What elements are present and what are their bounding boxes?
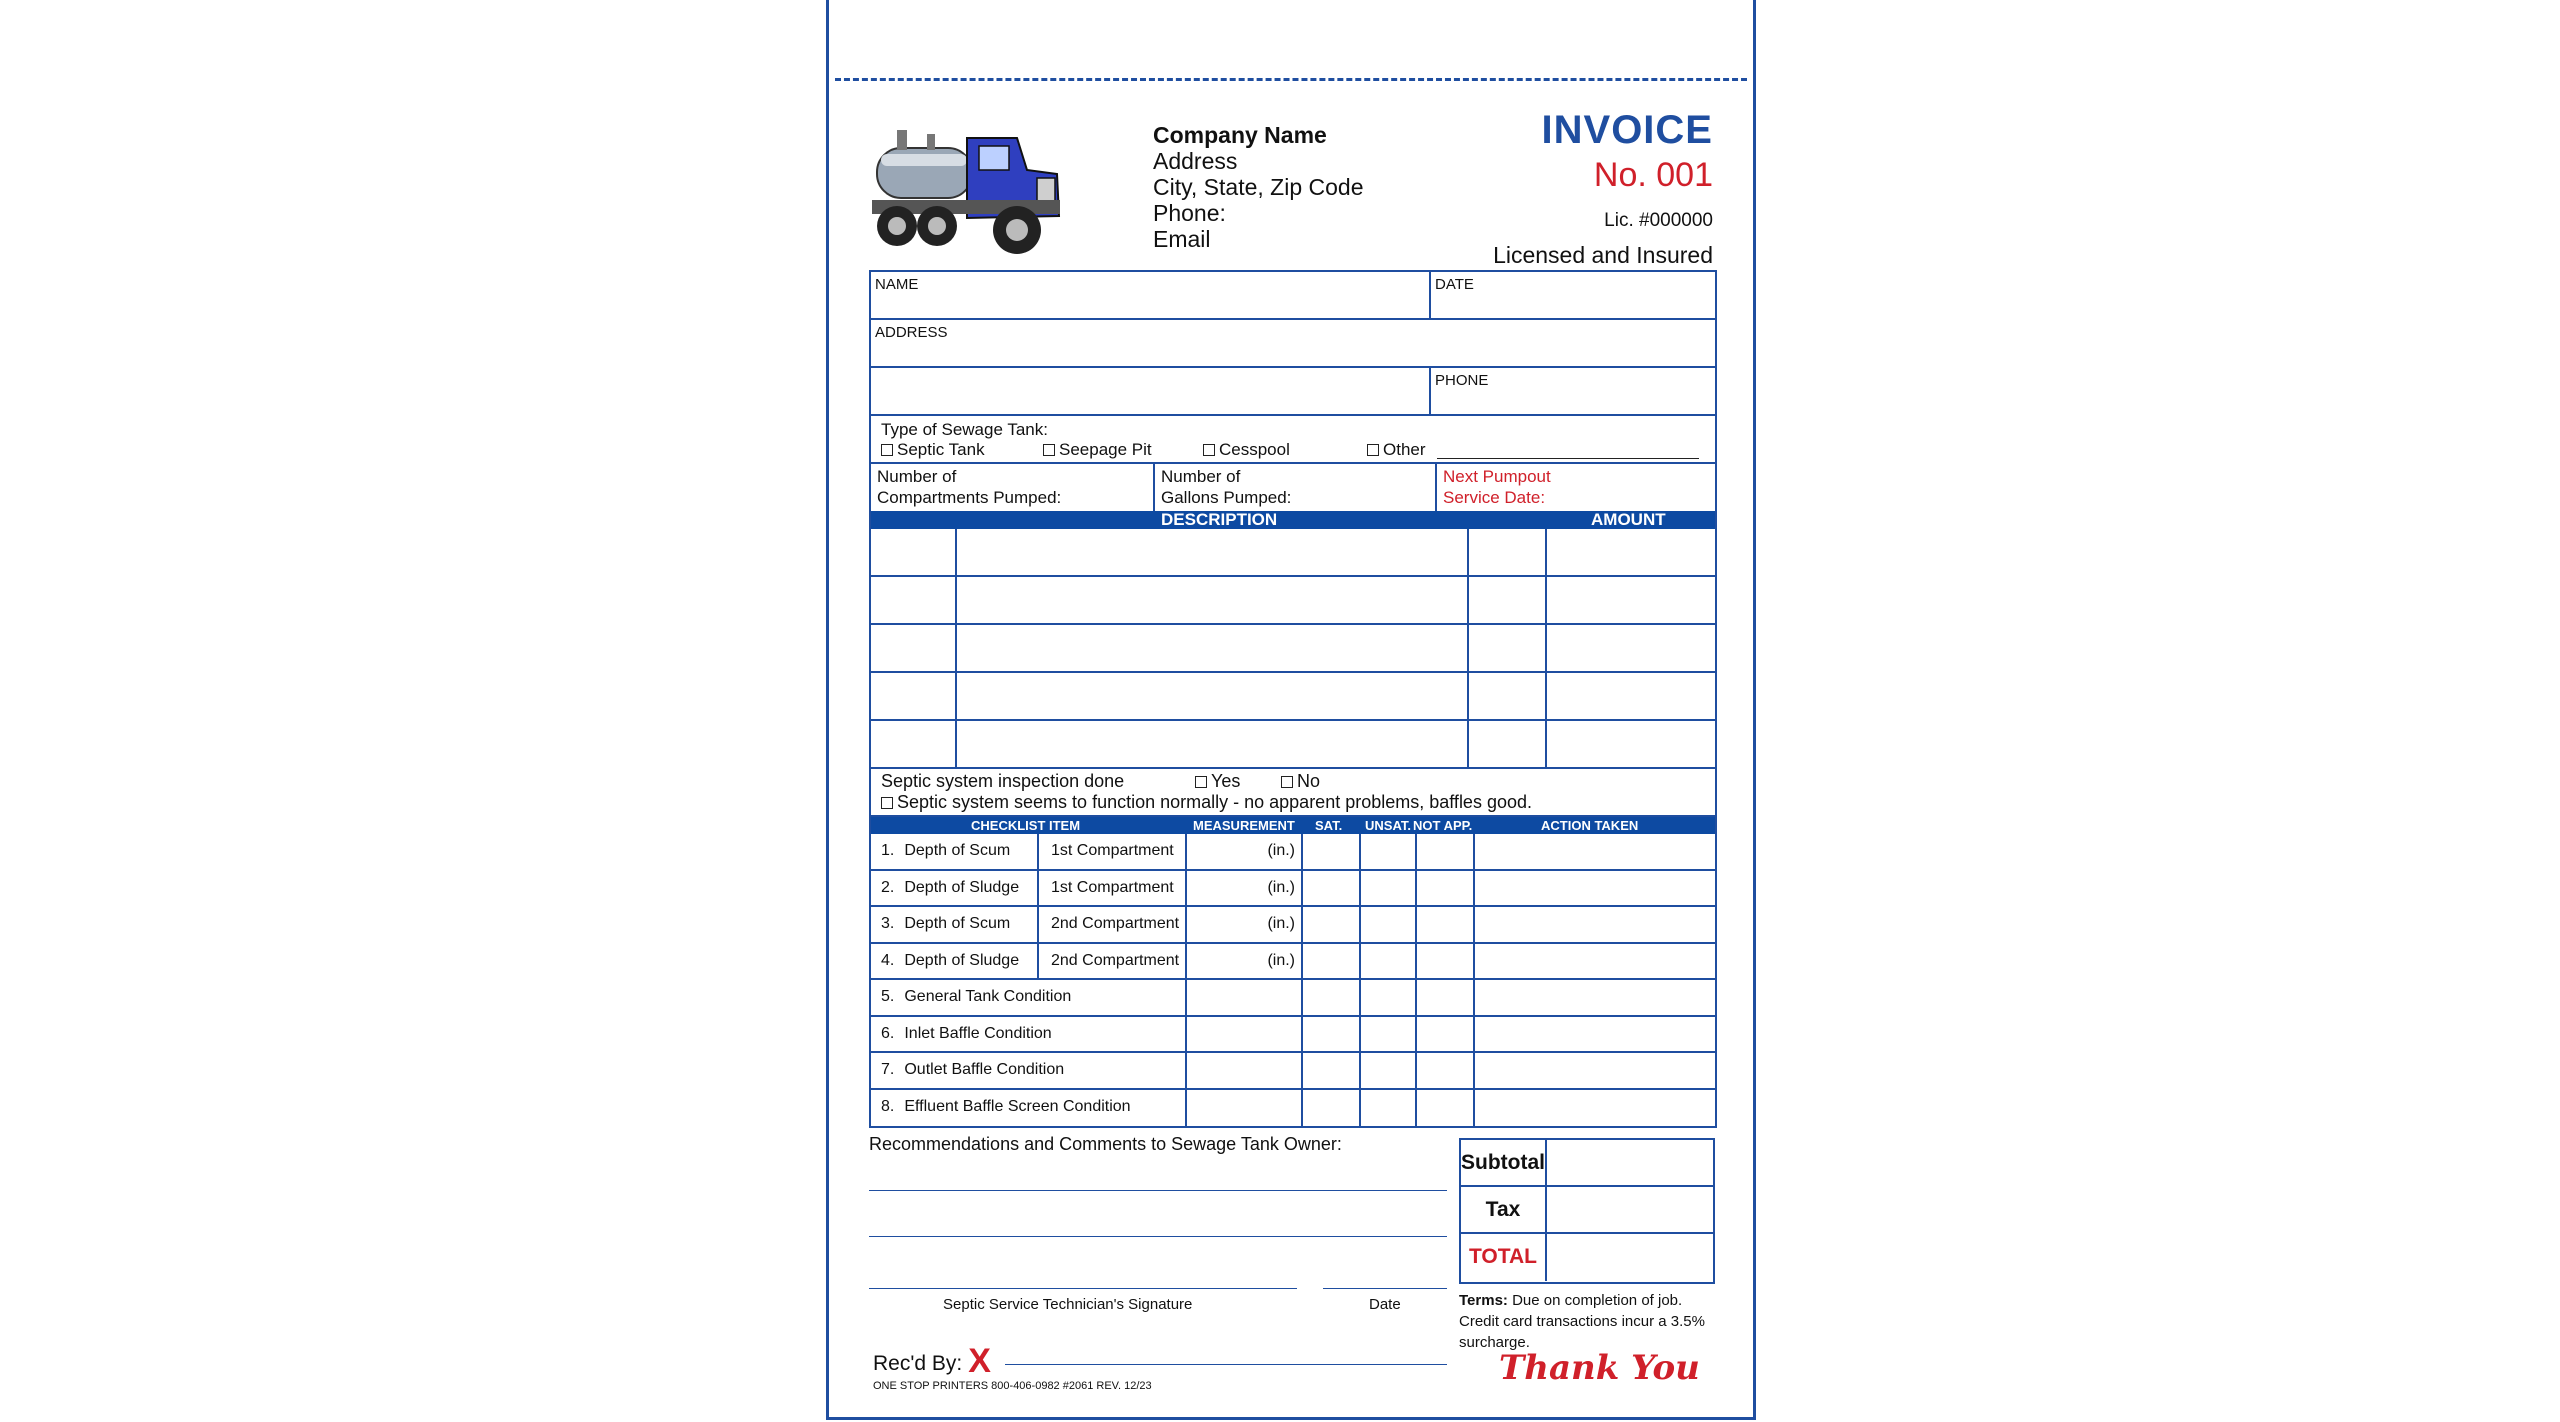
company-address: Address bbox=[1153, 148, 1238, 174]
phone-row bbox=[871, 368, 1715, 416]
measurement-cell[interactable] bbox=[1185, 980, 1301, 1015]
checklist-number: 3. bbox=[881, 915, 895, 932]
description-row bbox=[871, 625, 1715, 673]
checklist-header bbox=[871, 817, 1715, 834]
description-row bbox=[871, 529, 1715, 577]
description-cell[interactable] bbox=[955, 625, 1467, 671]
company-phone: Phone: bbox=[1153, 200, 1226, 226]
description-row bbox=[871, 673, 1715, 721]
subtotal-field[interactable] bbox=[1547, 1140, 1713, 1185]
checklist-number: 1. bbox=[881, 842, 895, 859]
compartment-cell bbox=[1037, 907, 1185, 942]
invoice-title: INVOICE bbox=[1541, 108, 1713, 152]
notapp-cell[interactable] bbox=[1415, 944, 1473, 979]
checkbox-icon bbox=[1195, 776, 1207, 788]
next-pumpout-label-1: Next Pumpout bbox=[1443, 467, 1551, 486]
company-email: Email bbox=[1153, 226, 1211, 252]
recd-label: Rec'd By: bbox=[873, 1352, 963, 1375]
yes-label: Yes bbox=[1211, 771, 1241, 791]
total-row bbox=[1461, 1234, 1713, 1281]
compartments-label-2: Compartments Pumped: bbox=[877, 488, 1062, 507]
unsat-cell[interactable] bbox=[1359, 871, 1415, 906]
invoice-form bbox=[826, 0, 1756, 1420]
checklist-row bbox=[871, 871, 1715, 908]
checkbox-icon bbox=[881, 797, 893, 809]
checklist-row bbox=[871, 834, 1715, 871]
phone-label: PHONE bbox=[1435, 372, 1489, 389]
checklist-rows bbox=[871, 834, 1715, 1126]
checklist-item-label: Effluent Baffle Screen Condition bbox=[904, 1097, 1131, 1115]
date-field[interactable] bbox=[1429, 272, 1715, 318]
amount-heading: AMOUNT bbox=[1591, 510, 1666, 529]
address-field[interactable] bbox=[871, 320, 1715, 366]
name-label: NAME bbox=[875, 276, 919, 293]
checkbox-icon bbox=[1367, 444, 1379, 456]
compartment-cell bbox=[1037, 834, 1185, 869]
unsat-cell[interactable] bbox=[1359, 834, 1415, 869]
notapp-cell[interactable] bbox=[1415, 907, 1473, 942]
inspection-no[interactable] bbox=[1281, 771, 1320, 792]
invoice-number: No. 001 bbox=[1593, 156, 1713, 194]
checklist-item-text bbox=[881, 952, 1019, 970]
checklist-row bbox=[871, 1053, 1715, 1090]
inspection-yes[interactable] bbox=[1195, 771, 1240, 792]
compartment-cell bbox=[1037, 871, 1185, 906]
sat-cell[interactable] bbox=[1301, 1017, 1359, 1052]
signature-label: Septic Service Technician's Signature bbox=[943, 1296, 1193, 1313]
option-label: Other bbox=[1383, 440, 1426, 459]
checklist-item bbox=[871, 834, 1037, 869]
phone-field[interactable] bbox=[1429, 368, 1715, 414]
gallons-label-2: Gallons Pumped: bbox=[1161, 488, 1292, 507]
description-rows bbox=[871, 529, 1715, 769]
recommendations-label: Recommendations and Comments to Sewage Tank Owner: bbox=[869, 1134, 1342, 1154]
unit-label: (in.) bbox=[1267, 842, 1295, 859]
comment-line-2[interactable] bbox=[869, 1236, 1447, 1237]
notapp-cell[interactable] bbox=[1415, 871, 1473, 906]
action-cell[interactable] bbox=[1473, 1090, 1715, 1127]
measurement-cell[interactable] bbox=[1185, 907, 1301, 942]
checklist-item bbox=[871, 944, 1037, 979]
next-pumpout-label-2: Service Date: bbox=[1443, 488, 1546, 507]
checklist-item bbox=[871, 1017, 1185, 1052]
date-line[interactable] bbox=[1323, 1288, 1447, 1289]
notapp-cell[interactable] bbox=[1415, 980, 1473, 1015]
inspection-row bbox=[871, 769, 1715, 817]
sat-cell[interactable] bbox=[1301, 980, 1359, 1015]
tax-field[interactable] bbox=[1547, 1187, 1713, 1232]
notapp-cell[interactable] bbox=[1415, 834, 1473, 869]
inspection-done-label: Septic system inspection done bbox=[881, 771, 1125, 791]
address-line-2-field[interactable] bbox=[871, 368, 1429, 414]
unsat-cell[interactable] bbox=[1359, 907, 1415, 942]
comment-line-1[interactable] bbox=[869, 1190, 1447, 1191]
address-label: ADDRESS bbox=[875, 324, 948, 341]
compartment-label: 1st Compartment bbox=[1051, 842, 1174, 859]
description-cell[interactable] bbox=[955, 721, 1467, 767]
checklist-item-text bbox=[881, 1098, 1131, 1116]
notapp-cell[interactable] bbox=[1415, 1017, 1473, 1052]
amount-cell[interactable] bbox=[1545, 673, 1715, 719]
amount-cell[interactable] bbox=[1545, 625, 1715, 671]
unsat-cell[interactable] bbox=[1359, 1090, 1415, 1127]
option-label: Seepage Pit bbox=[1059, 440, 1152, 459]
checklist-number: 7. bbox=[881, 1061, 895, 1078]
description-heading: DESCRIPTION bbox=[1161, 510, 1278, 529]
unit-label: (in.) bbox=[1267, 878, 1295, 896]
checklist-item-label: Depth of Sludge bbox=[904, 878, 1020, 896]
compartment-label: 1st Compartment bbox=[1051, 878, 1174, 896]
company-name: Company Name bbox=[1153, 122, 1327, 148]
checkbox-icon bbox=[1203, 444, 1215, 456]
checklist-row bbox=[871, 907, 1715, 944]
checklist-number: 2. bbox=[881, 878, 895, 896]
amount-cell[interactable] bbox=[1545, 721, 1715, 767]
description-row bbox=[871, 721, 1715, 769]
measurement-cell[interactable] bbox=[1185, 1017, 1301, 1052]
total-label: TOTAL bbox=[1461, 1234, 1547, 1281]
description-row bbox=[871, 577, 1715, 625]
checklist-item-label: General Tank Condition bbox=[904, 988, 1072, 1005]
notapp-heading: NOT APP. bbox=[1413, 818, 1473, 833]
action-cell[interactable] bbox=[1473, 871, 1715, 906]
septic-truck-image bbox=[867, 108, 1067, 268]
description-cell[interactable] bbox=[955, 673, 1467, 719]
name-field[interactable] bbox=[871, 272, 1429, 318]
checklist-item-label: Depth of Sludge bbox=[904, 951, 1020, 969]
date-label-footer: Date bbox=[1369, 1296, 1401, 1313]
notapp-cell[interactable] bbox=[1415, 1053, 1473, 1088]
checklist-number: 6. bbox=[881, 1024, 895, 1042]
checklist-item-text bbox=[881, 915, 1010, 933]
qty-cell[interactable] bbox=[871, 673, 955, 719]
no-label: No bbox=[1297, 771, 1321, 791]
checkbox-icon bbox=[1043, 444, 1055, 456]
checklist-item bbox=[871, 1053, 1185, 1088]
rate-cell[interactable] bbox=[1467, 577, 1545, 623]
rate-cell[interactable] bbox=[1467, 529, 1545, 575]
totals-box bbox=[1459, 1138, 1715, 1284]
tax-row bbox=[1461, 1187, 1713, 1234]
rate-cell[interactable] bbox=[1467, 625, 1545, 671]
pump-row bbox=[871, 464, 1715, 511]
terms-line-3: surcharge. bbox=[1459, 1334, 1530, 1351]
checklist-item-heading: CHECKLIST ITEM bbox=[971, 818, 1081, 833]
checklist-item-label: Depth of Scum bbox=[904, 842, 1011, 859]
checklist-item-text bbox=[881, 1025, 1052, 1043]
checklist-row bbox=[871, 1017, 1715, 1054]
unsat-heading: UNSAT. bbox=[1365, 818, 1411, 833]
company-info bbox=[1153, 122, 1364, 252]
compartments-field[interactable] bbox=[871, 464, 1153, 511]
checklist-row bbox=[871, 944, 1715, 981]
rate-cell[interactable] bbox=[1467, 721, 1545, 767]
action-cell[interactable] bbox=[1473, 944, 1715, 979]
unsat-cell[interactable] bbox=[1359, 1017, 1415, 1052]
action-cell[interactable] bbox=[1473, 980, 1715, 1015]
sat-cell[interactable] bbox=[1301, 1090, 1359, 1127]
tank-type-label: Type of Sewage Tank: bbox=[881, 420, 1048, 439]
terms-label: Terms: bbox=[1459, 1292, 1508, 1309]
address-row bbox=[871, 320, 1715, 368]
tax-label: Tax bbox=[1461, 1187, 1547, 1232]
total-field[interactable] bbox=[1547, 1234, 1713, 1281]
unsat-cell[interactable] bbox=[1359, 1053, 1415, 1088]
unsat-cell[interactable] bbox=[1359, 980, 1415, 1015]
option-septic-tank[interactable] bbox=[881, 440, 985, 460]
checkbox-icon bbox=[881, 444, 893, 456]
amount-cell[interactable] bbox=[1545, 577, 1715, 623]
checklist-row bbox=[871, 980, 1715, 1017]
sat-cell[interactable] bbox=[1301, 834, 1359, 869]
thank-you: Thank You bbox=[1499, 1348, 1700, 1388]
action-cell[interactable] bbox=[1473, 907, 1715, 942]
company-city: City, State, Zip Code bbox=[1153, 174, 1364, 200]
action-cell[interactable] bbox=[1473, 1053, 1715, 1088]
subtotal-row bbox=[1461, 1140, 1713, 1187]
sat-heading: SAT. bbox=[1315, 818, 1343, 833]
sat-cell[interactable] bbox=[1301, 871, 1359, 906]
license-number: Lic. #000000 bbox=[1604, 210, 1713, 231]
action-cell[interactable] bbox=[1473, 834, 1715, 869]
compartment-cell bbox=[1037, 944, 1185, 979]
recd-by bbox=[873, 1342, 991, 1381]
option-cesspool[interactable] bbox=[1203, 440, 1290, 460]
measurement-cell[interactable] bbox=[1185, 871, 1301, 906]
checklist-number: 5. bbox=[881, 988, 895, 1005]
description-cell[interactable] bbox=[955, 577, 1467, 623]
notapp-cell[interactable] bbox=[1415, 1090, 1473, 1127]
sat-cell[interactable] bbox=[1301, 1053, 1359, 1088]
checklist-row bbox=[871, 1090, 1715, 1127]
compartment-label: 2nd Compartment bbox=[1051, 951, 1180, 969]
qty-cell[interactable] bbox=[871, 577, 955, 623]
rate-cell[interactable] bbox=[1467, 673, 1545, 719]
tank-type-row bbox=[871, 416, 1715, 464]
checklist-item bbox=[871, 1090, 1185, 1127]
checklist-number: 4. bbox=[881, 951, 895, 969]
terms-text bbox=[1459, 1290, 1719, 1353]
functions-normally[interactable] bbox=[881, 792, 1532, 813]
gallons-label-1: Number of bbox=[1161, 467, 1241, 486]
other-input-line[interactable] bbox=[1437, 458, 1699, 459]
measurement-cell[interactable] bbox=[1185, 944, 1301, 979]
perforation-line bbox=[835, 78, 1747, 81]
checklist-item bbox=[871, 980, 1185, 1015]
amount-cell[interactable] bbox=[1545, 529, 1715, 575]
compartment-label: 2nd Compartment bbox=[1051, 915, 1180, 932]
compartments-label-1: Number of bbox=[877, 467, 957, 486]
qty-cell[interactable] bbox=[871, 625, 955, 671]
next-pumpout-field[interactable] bbox=[1435, 464, 1715, 511]
recd-x-mark: X bbox=[968, 1342, 991, 1380]
recd-line[interactable] bbox=[1005, 1364, 1447, 1365]
qty-cell[interactable] bbox=[871, 529, 955, 575]
licensed-insured: Licensed and Insured bbox=[1493, 242, 1713, 268]
action-heading: ACTION TAKEN bbox=[1541, 818, 1639, 833]
name-date-row bbox=[871, 272, 1715, 320]
checklist-item-label: Inlet Baffle Condition bbox=[904, 1024, 1052, 1042]
checklist-item-label: Depth of Scum bbox=[904, 915, 1011, 932]
functions-normally-label: Septic system seems to function normally - no apparent problems, baffles good. bbox=[897, 792, 1532, 812]
measurement-cell[interactable] bbox=[1185, 834, 1301, 869]
checklist-item-text bbox=[881, 1061, 1064, 1079]
signature-line[interactable] bbox=[869, 1288, 1297, 1289]
option-label: Septic Tank bbox=[897, 440, 985, 459]
option-other[interactable] bbox=[1367, 440, 1426, 460]
form-table bbox=[869, 270, 1717, 1128]
option-seepage-pit[interactable] bbox=[1043, 440, 1152, 460]
printer-info: ONE STOP PRINTERS 800-406-0982 #2061 REV. 12/23 bbox=[873, 1380, 1152, 1392]
checklist-number: 8. bbox=[881, 1097, 895, 1115]
option-label: Cesspool bbox=[1219, 440, 1290, 459]
gallons-field[interactable] bbox=[1153, 464, 1435, 511]
unsat-cell[interactable] bbox=[1359, 944, 1415, 979]
checklist-item bbox=[871, 907, 1037, 942]
sat-cell[interactable] bbox=[1301, 907, 1359, 942]
measurement-cell[interactable] bbox=[1185, 1053, 1301, 1088]
qty-cell[interactable] bbox=[871, 721, 955, 767]
measurement-cell[interactable] bbox=[1185, 1090, 1301, 1127]
measurement-heading: MEASUREMENT bbox=[1193, 818, 1295, 833]
terms-line-1: Due on completion of job. bbox=[1512, 1292, 1683, 1309]
unit-label: (in.) bbox=[1267, 951, 1295, 969]
terms-line-2: Credit card transactions incur a 3.5% bbox=[1459, 1313, 1705, 1330]
checklist-item-text bbox=[881, 842, 1010, 860]
description-cell[interactable] bbox=[955, 529, 1467, 575]
unit-label: (in.) bbox=[1267, 915, 1295, 932]
checkbox-icon bbox=[1281, 776, 1293, 788]
checklist-item-text bbox=[881, 988, 1071, 1006]
checklist-item-label: Outlet Baffle Condition bbox=[904, 1061, 1065, 1078]
checklist-item bbox=[871, 871, 1037, 906]
date-label: DATE bbox=[1435, 276, 1474, 293]
subtotal-label: Subtotal bbox=[1461, 1140, 1547, 1185]
sat-cell[interactable] bbox=[1301, 944, 1359, 979]
checklist-item-text bbox=[881, 879, 1019, 897]
description-header bbox=[871, 511, 1715, 529]
action-cell[interactable] bbox=[1473, 1017, 1715, 1052]
